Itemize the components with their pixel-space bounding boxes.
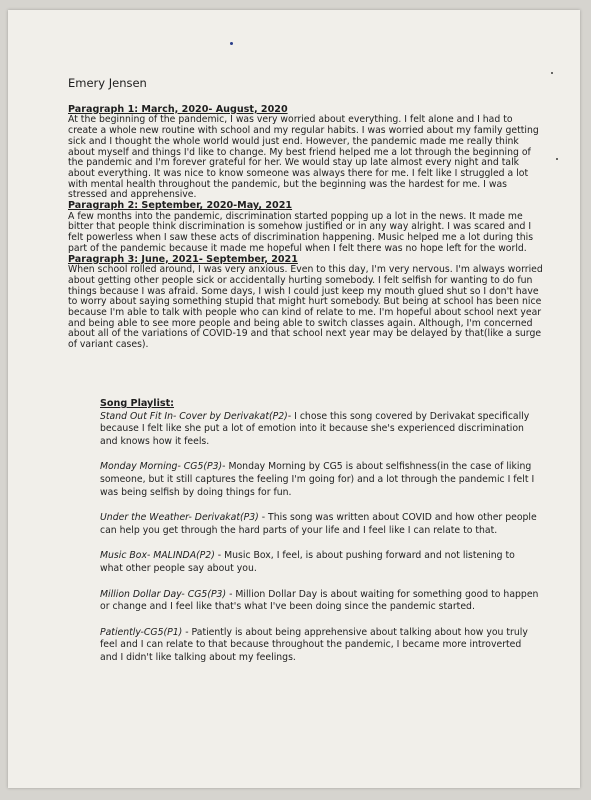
- song-description: - Million Dollar Day is about waiting for something good to happen or change and I feel like that's what I've been doing since the pandemic started.: [100, 588, 539, 613]
- section-paragraph-3: [68, 255, 544, 351]
- song-item: [100, 461, 540, 499]
- section-text: A few months into the pandemic, discrimination started popping up a lot in the news. It made me bitter that people think discrimination is somehow justified or in any way alright. I was scared and I felt powerless when I saw these acts of discrimination happening. Music helped me a lot during this part of the pandemic because it made me hopeful when I felt there was no hope left for the world.: [68, 210, 534, 254]
- playlist-heading: Song Playlist:: [100, 398, 175, 409]
- section-text: At the beginning of the pandemic, I was very worried about everything. I felt alone and I had to create a whole new routine with school and my regular habits. I was worried about my family getting sick and I thought the whole world would just end. However, the pandemic made me really think about myself and things I'd like to change. My best friend helped me a lot through the beginning of the pandemic and I'm forever grateful for her. We would stay up late almost every night and talk about everything. It was nice to know someone was always there for me. I felt like I struggled a lot with mental health throughout the pandemic, but the beginning was the hardest for me. I was stressed and apprehensive.: [68, 114, 539, 201]
- ink-speck: [230, 42, 233, 45]
- song-title: Music Box- MALINDA(P2): [100, 550, 215, 562]
- song-title: Million Dollar Day- CG5(P3): [100, 588, 227, 600]
- song-playlist: [100, 398, 540, 678]
- song-description: - Music Box, I feel, is about pushing forward and not listening to what other people say about you.: [100, 550, 515, 574]
- song-item: [100, 589, 540, 614]
- song-title: Monday Morning- CG5(P3): [100, 461, 223, 473]
- ink-speck: [556, 158, 558, 160]
- section-heading: Paragraph 1: March, 2020- August, 2020: [68, 103, 288, 115]
- song-item: [100, 627, 540, 665]
- author-name: Emery Jensen: [68, 76, 147, 90]
- essay-body: [68, 78, 544, 351]
- song-description: - Patiently is about being apprehensive about talking about how you truly feel and I can relate to that because throughout the pandemic, I became more introverted and I didn't like talking about my feelings.: [100, 626, 528, 663]
- song-item: [100, 550, 540, 575]
- song-title: Patiently-CG5(P1): [100, 626, 183, 638]
- song-description: - This song was written about COVID and how other people can help you get through the hard parts of your life and I feel like I can relate to that.: [100, 512, 537, 536]
- song-item: [100, 411, 540, 449]
- song-description: - Monday Morning by CG5 is about selfishness(in the case of liking someone, but it still captures the feeling I'm going for) and a lot through the pandemic I felt I was being selfish by doing things for fun.: [100, 461, 535, 498]
- section-paragraph-2: [68, 201, 544, 255]
- song-title: Stand Out Fit In- Cover by Derivakat(P2): [100, 410, 288, 422]
- section-text: When school rolled around, I was very anxious. Even to this day, I'm very nervous. I'm always worried about getting other people sick or accidentally hurting somebody. I felt selfish for wanting to do fun things because I was afraid. Some days, I wish I could just keep my mouth glued shut so I don't have to worry about saying something stupid that might hurt somebody. But being at school has been nice because I'm able to talk with people who can kind of relate to me. I'm hopeful about school next year and being able to see more people and being able to switch classes again. Although, I'm concerned about all of the variations of COVID-19 and that school next year may be delayed by that(like a surge of variant cases).: [68, 264, 543, 351]
- song-description: - I chose this song covered by Derivakat specifically because I felt like she put a lot of emotion into it because she's experienced discrimination and knows how it feels.: [100, 410, 530, 447]
- section-heading: Paragraph 2: September, 2020-May, 2021: [68, 200, 293, 212]
- section-heading: Paragraph 3: June, 2021- September, 2021: [68, 253, 298, 265]
- song-item: [100, 512, 540, 537]
- section-paragraph-1: [68, 105, 544, 201]
- ink-speck: [551, 72, 553, 74]
- song-title: Under the Weather- Derivakat(P3): [100, 512, 259, 524]
